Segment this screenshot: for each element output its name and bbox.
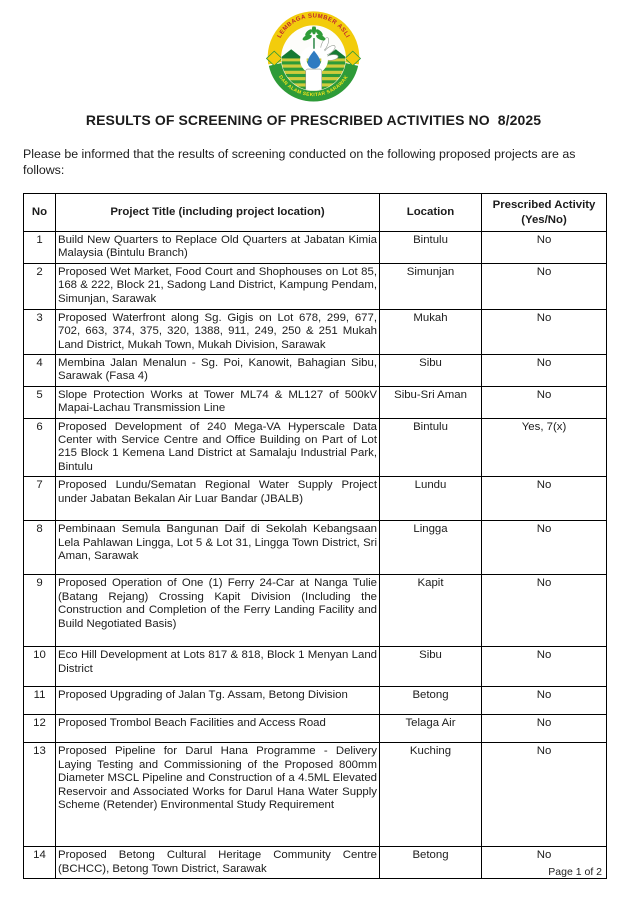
row-project-title: Proposed Operation of One (1) Ferry 24-Car at Nanga Tulie (Batang Rejang) Crossing Kapit Division (Including the Construction and Completion of the Ferry Landing Facility and Build Negotiated Basis) [56, 575, 380, 647]
table-row [24, 687, 607, 715]
row-prescribed-activity: No [482, 715, 607, 743]
logo-container [0, 9, 627, 104]
row-prescribed-activity: No [482, 647, 607, 687]
table-row [24, 232, 607, 264]
intro-paragraph: Please be informed that the results of screening conducted on the following proposed projects are as follows: [23, 147, 576, 177]
logo-bottom-text: DAN ALAM SEKITAR SARAWAK [277, 74, 350, 99]
row-no: 10 [24, 647, 56, 687]
row-location: Telaga Air [380, 715, 482, 743]
table-row [24, 309, 607, 354]
row-location: Mukah [380, 309, 482, 354]
col-header-location: Location [380, 194, 482, 232]
row-no: 1 [24, 232, 56, 264]
col-header-no: No [24, 194, 56, 232]
row-project-title: Proposed Upgrading of Jalan Tg. Assam, Betong Division [56, 687, 380, 715]
table-row [24, 263, 607, 309]
page-number: Page 1 of 2 [548, 866, 602, 878]
row-location: Lundu [380, 477, 482, 521]
row-project-title: Pembinaan Semula Bangunan Daif di Sekolah Kebangsaan Lela Pahlawan Lingga, Lot 5 & Lot 31, Lingga Town District, Sri Aman, Sarawak [56, 521, 380, 575]
table-row [24, 715, 607, 743]
row-no: 3 [24, 309, 56, 354]
table-row [24, 386, 607, 418]
row-prescribed-activity: No [482, 309, 607, 354]
row-prescribed-activity: No [482, 232, 607, 264]
row-project-title: Build New Quarters to Replace Old Quarters at Jabatan Kimia Malaysia (Bintulu Branch) [56, 232, 380, 264]
row-no: 6 [24, 418, 56, 477]
table-row [24, 575, 607, 647]
row-project-title: Proposed Waterfront along Sg. Gigis on Lot 678, 299, 677, 702, 663, 374, 375, 320, 1388, 911, 249, 250 & 251 Mukah Land District, Mukah Town, Mukah Division, Sarawak [56, 309, 380, 354]
row-location: Sibu [380, 647, 482, 687]
table-row [24, 647, 607, 687]
table-row [24, 847, 607, 879]
row-location: Kuching [380, 743, 482, 847]
row-prescribed-activity: No [482, 386, 607, 418]
row-location: Sibu-Sri Aman [380, 386, 482, 418]
row-location: Simunjan [380, 263, 482, 309]
row-project-title: Slope Protection Works at Tower ML74 & ML127 of 500kV Mapai-Lachau Transmission Line [56, 386, 380, 418]
row-project-title: Proposed Trombol Beach Facilities and Access Road [56, 715, 380, 743]
row-no: 9 [24, 575, 56, 647]
row-project-title: Proposed Pipeline for Darul Hana Programme - Delivery Laying Testing and Commissioning of the Proposed 800mm Diameter MSCL Pipeline and Construction of a 4.5ML Elevated Reservoir and Associated Works for Darul Hana Water Supply Scheme (Retender) Environmental Study Requirement [56, 743, 380, 847]
row-location: Lingga [380, 521, 482, 575]
row-location: Sibu [380, 355, 482, 387]
row-project-title: Membina Jalan Menalun - Sg. Poi, Kanowit, Bahagian Sibu, Sarawak (Fasa 4) [56, 355, 380, 387]
row-project-title: Eco Hill Development at Lots 817 & 818, Block 1 Menyan Land District [56, 647, 380, 687]
logo-top-text: LEMBAGA SUMBER ASLI [276, 13, 351, 40]
row-project-title: Proposed Lundu/Sematan Regional Water Supply Project under Jabatan Bekalan Air Luar Bandar (JBALB) [56, 477, 380, 521]
row-prescribed-activity: Yes, 7(x) [482, 418, 607, 477]
row-no: 8 [24, 521, 56, 575]
row-prescribed-activity: No [482, 575, 607, 647]
row-prescribed-activity: No [482, 521, 607, 575]
row-project-title: Proposed Development of 240 Mega-VA Hyperscale Data Center with Service Centre and Office Building on Part of Lot 215 Block 1 Kemena Land District at Samalaju Industrial Park, Bintulu [56, 418, 380, 477]
table-row [24, 418, 607, 477]
results-table-body [24, 232, 607, 879]
row-no: 12 [24, 715, 56, 743]
table-row [24, 743, 607, 847]
row-location: Betong [380, 687, 482, 715]
row-location: Bintulu [380, 232, 482, 264]
row-location: Betong [380, 847, 482, 879]
table-row [24, 521, 607, 575]
row-prescribed-activity: No [482, 355, 607, 387]
table-row [24, 355, 607, 387]
row-prescribed-activity: No [482, 687, 607, 715]
row-no: 11 [24, 687, 56, 715]
row-location: Bintulu [380, 418, 482, 477]
row-prescribed-activity: No [482, 743, 607, 847]
table-header-row [24, 194, 607, 232]
row-project-title: Proposed Betong Cultural Heritage Community Centre (BCHCC), Betong Town District, Sarawak [56, 847, 380, 879]
row-prescribed-activity: No [482, 263, 607, 309]
table-row [24, 477, 607, 521]
col-header-project-title: Project Title (including project location) [56, 194, 380, 232]
col-header-prescribed-activity: Prescribed Activity (Yes/No) [482, 194, 607, 232]
document-title: RESULTS OF SCREENING OF PRESCRIBED ACTIVITIES NO 8/2025 [85, 112, 542, 128]
row-no: 2 [24, 263, 56, 309]
row-location: Kapit [380, 575, 482, 647]
row-no: 5 [24, 386, 56, 418]
row-no: 13 [24, 743, 56, 847]
row-no: 4 [24, 355, 56, 387]
row-prescribed-activity: No [482, 477, 607, 521]
row-no: 14 [24, 847, 56, 879]
results-table [23, 193, 607, 879]
row-prescribed-activity: No [482, 847, 607, 879]
nreb-sarawak-logo-icon [265, 9, 362, 104]
row-no: 7 [24, 477, 56, 521]
row-project-title: Proposed Wet Market, Food Court and Shophouses on Lot 85, 168 & 222, Block 21, Sadong Land District, Kampung Pendam, Simunjan, Sarawak [56, 263, 380, 309]
